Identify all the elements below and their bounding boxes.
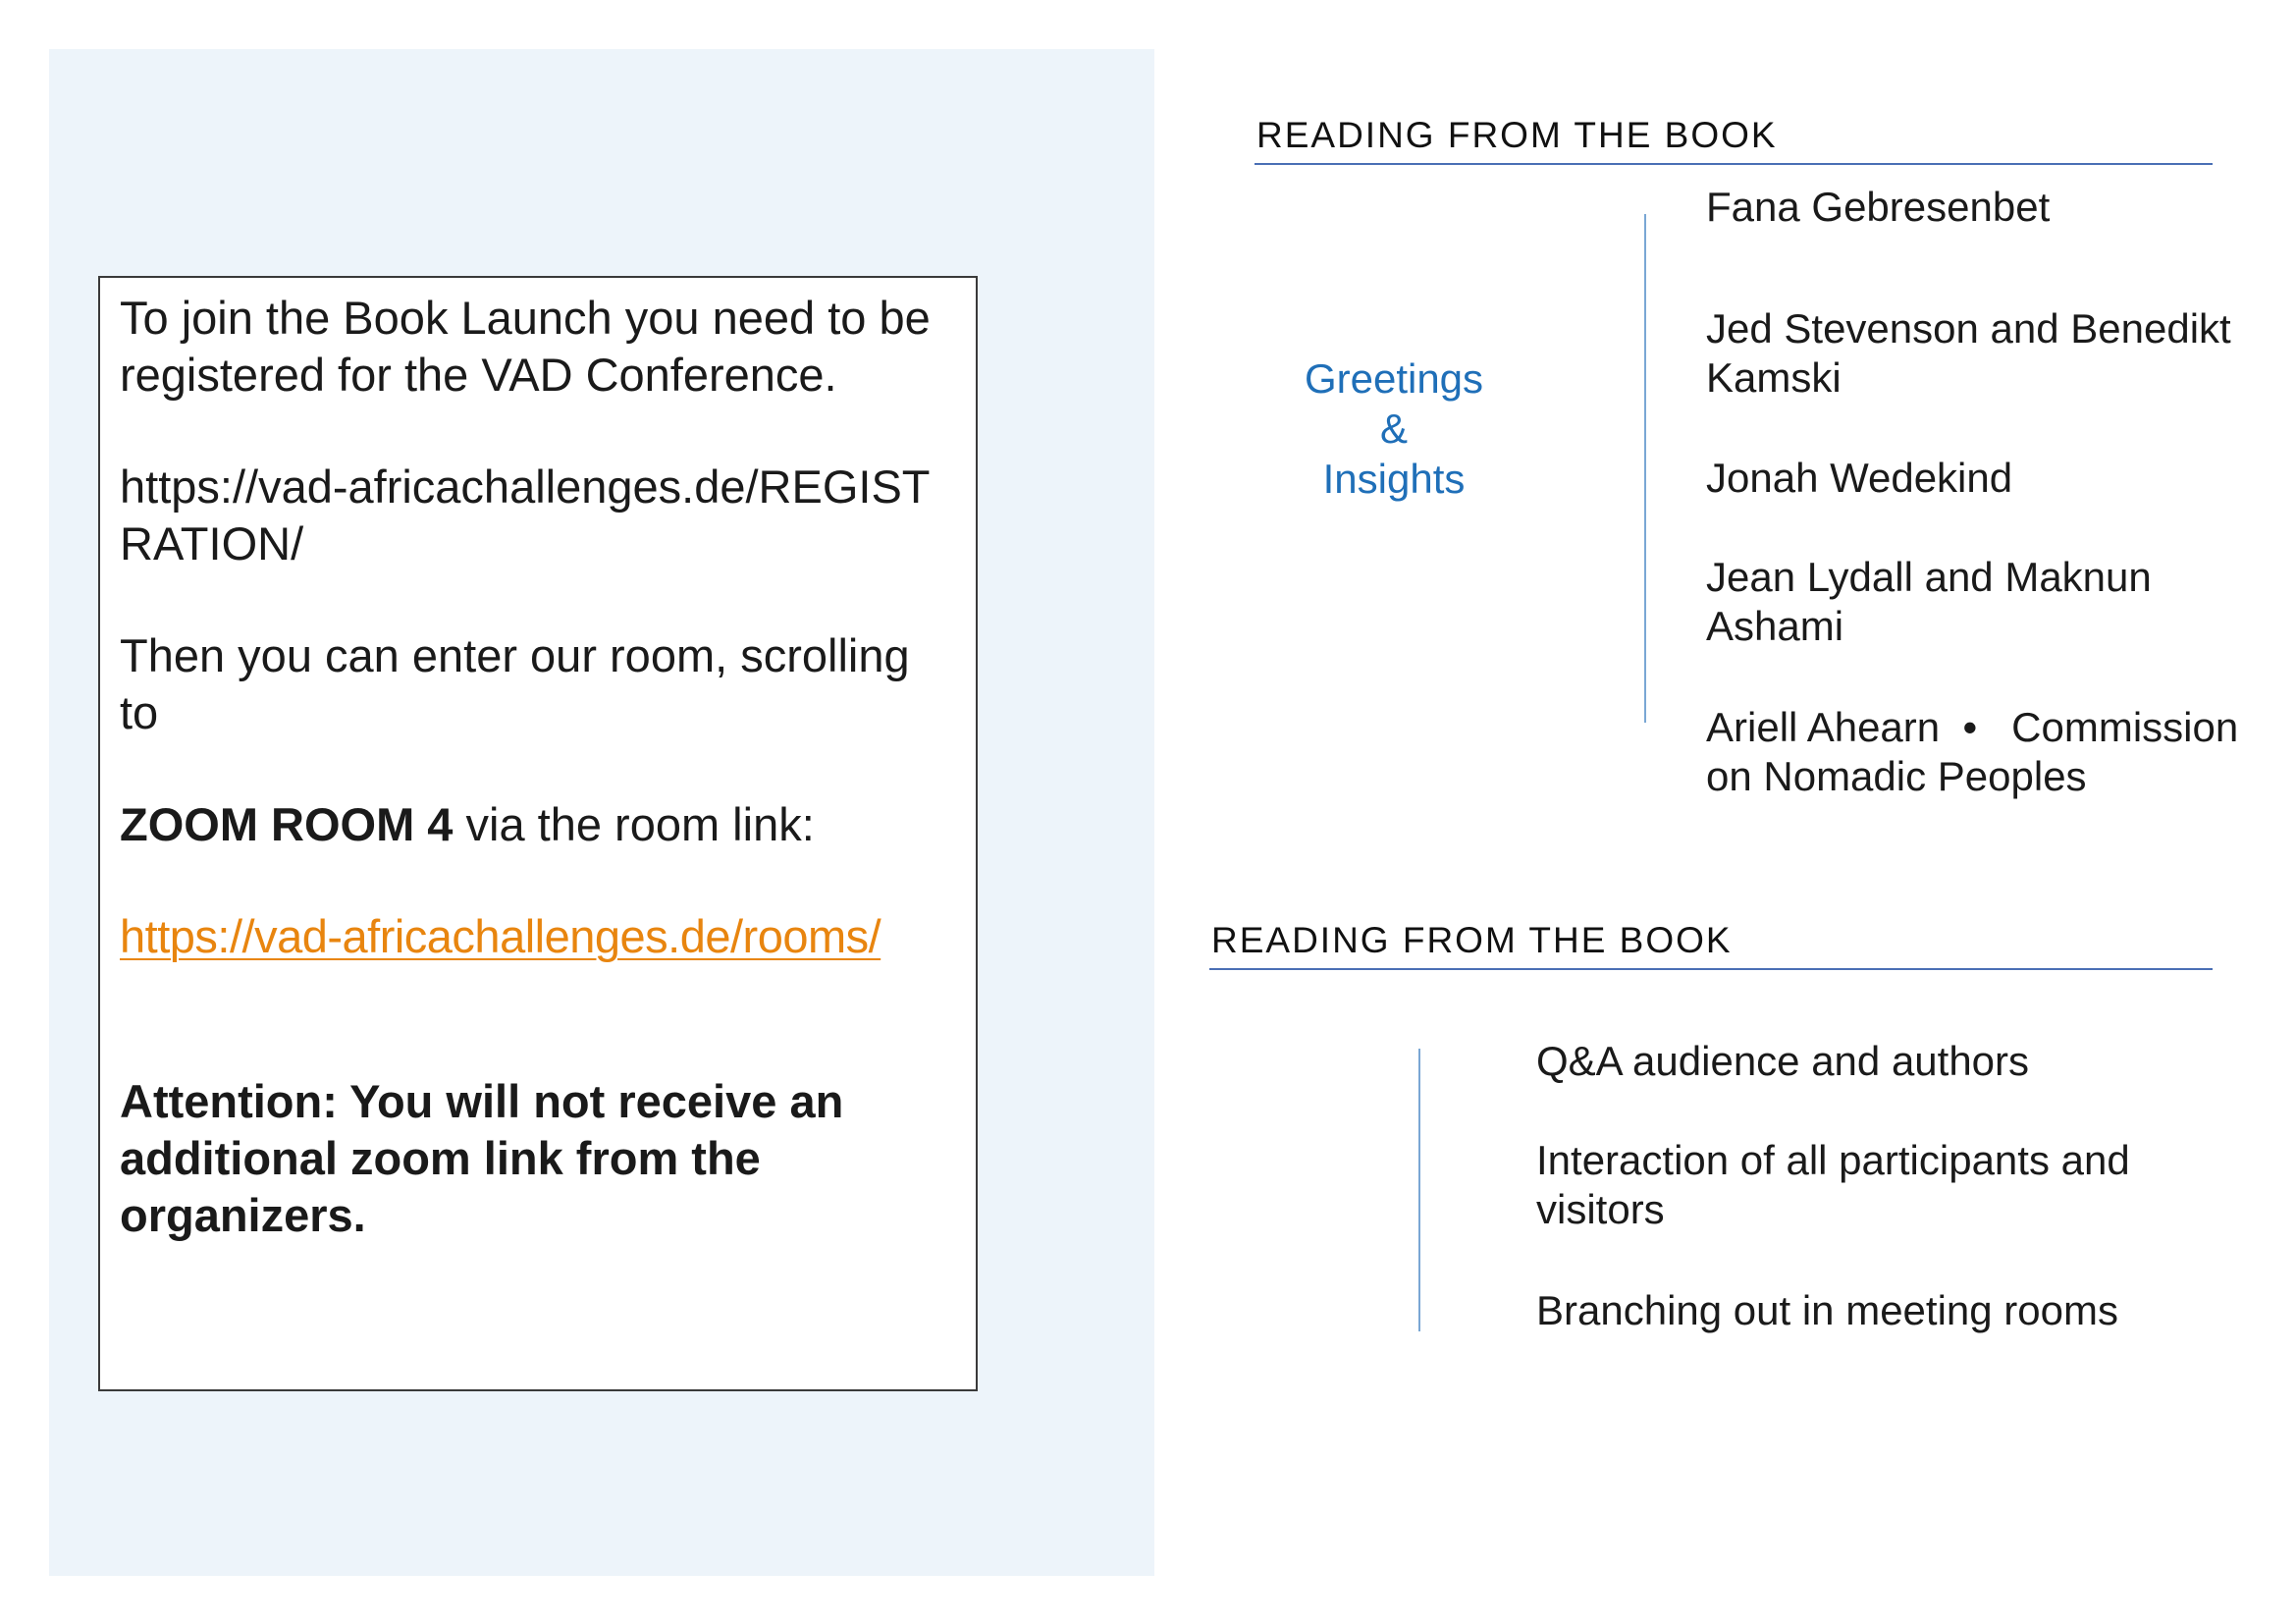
zoom-room-rest: via the room link: (453, 798, 815, 850)
room-link[interactable]: https://vad-africachallenges.de/rooms/ (120, 910, 881, 962)
intro-text: To join the Book Launch you need to be registered for the VAD Conference. (120, 292, 931, 401)
section1-rule (1255, 163, 2213, 165)
section1-heading: READING FROM THE BOOK (1256, 115, 1778, 155)
attention-note: Attention: You will not receive an additional zoom link from the organizers. (120, 1075, 844, 1241)
greetings-line1: Greetings (1304, 355, 1484, 402)
zoom-room-label: ZOOM ROOM 4 (120, 798, 454, 850)
info-box (98, 276, 978, 1391)
zoom-room-line (120, 796, 956, 853)
section1-divider (1644, 214, 1646, 723)
greetings-line3: Insights (1322, 456, 1466, 502)
speaker-item: Jed Stevenson and Benedikt Kamski (1706, 305, 2231, 401)
speaker-item: Jonah Wedekind (1706, 455, 2013, 501)
agenda-item: Interaction of all participants and visitors (1536, 1137, 2130, 1232)
speaker-item: Jean Lydall and Maknun Ashami (1706, 554, 2152, 649)
section2-heading: READING FROM THE BOOK (1211, 920, 1733, 960)
greetings-line2: & (1379, 406, 1408, 452)
enter-room-text: Then you can enter our room, scrolling to (120, 629, 910, 738)
greetings-insights (1276, 353, 1512, 504)
registration-url[interactable]: https://vad-africachallenges.de/REGISTRATION/ (120, 460, 931, 569)
section2-divider (1418, 1049, 1420, 1331)
speaker-item: Ariell Ahearn • Commission on Nomadic Peoples (1706, 704, 2250, 799)
agenda-item: Q&A audience and authors (1536, 1038, 2030, 1084)
section2-rule (1209, 968, 2213, 970)
agenda-item: Branching out in meeting rooms (1536, 1287, 2118, 1333)
speaker-item: Fana Gebresenbet (1706, 184, 2051, 230)
